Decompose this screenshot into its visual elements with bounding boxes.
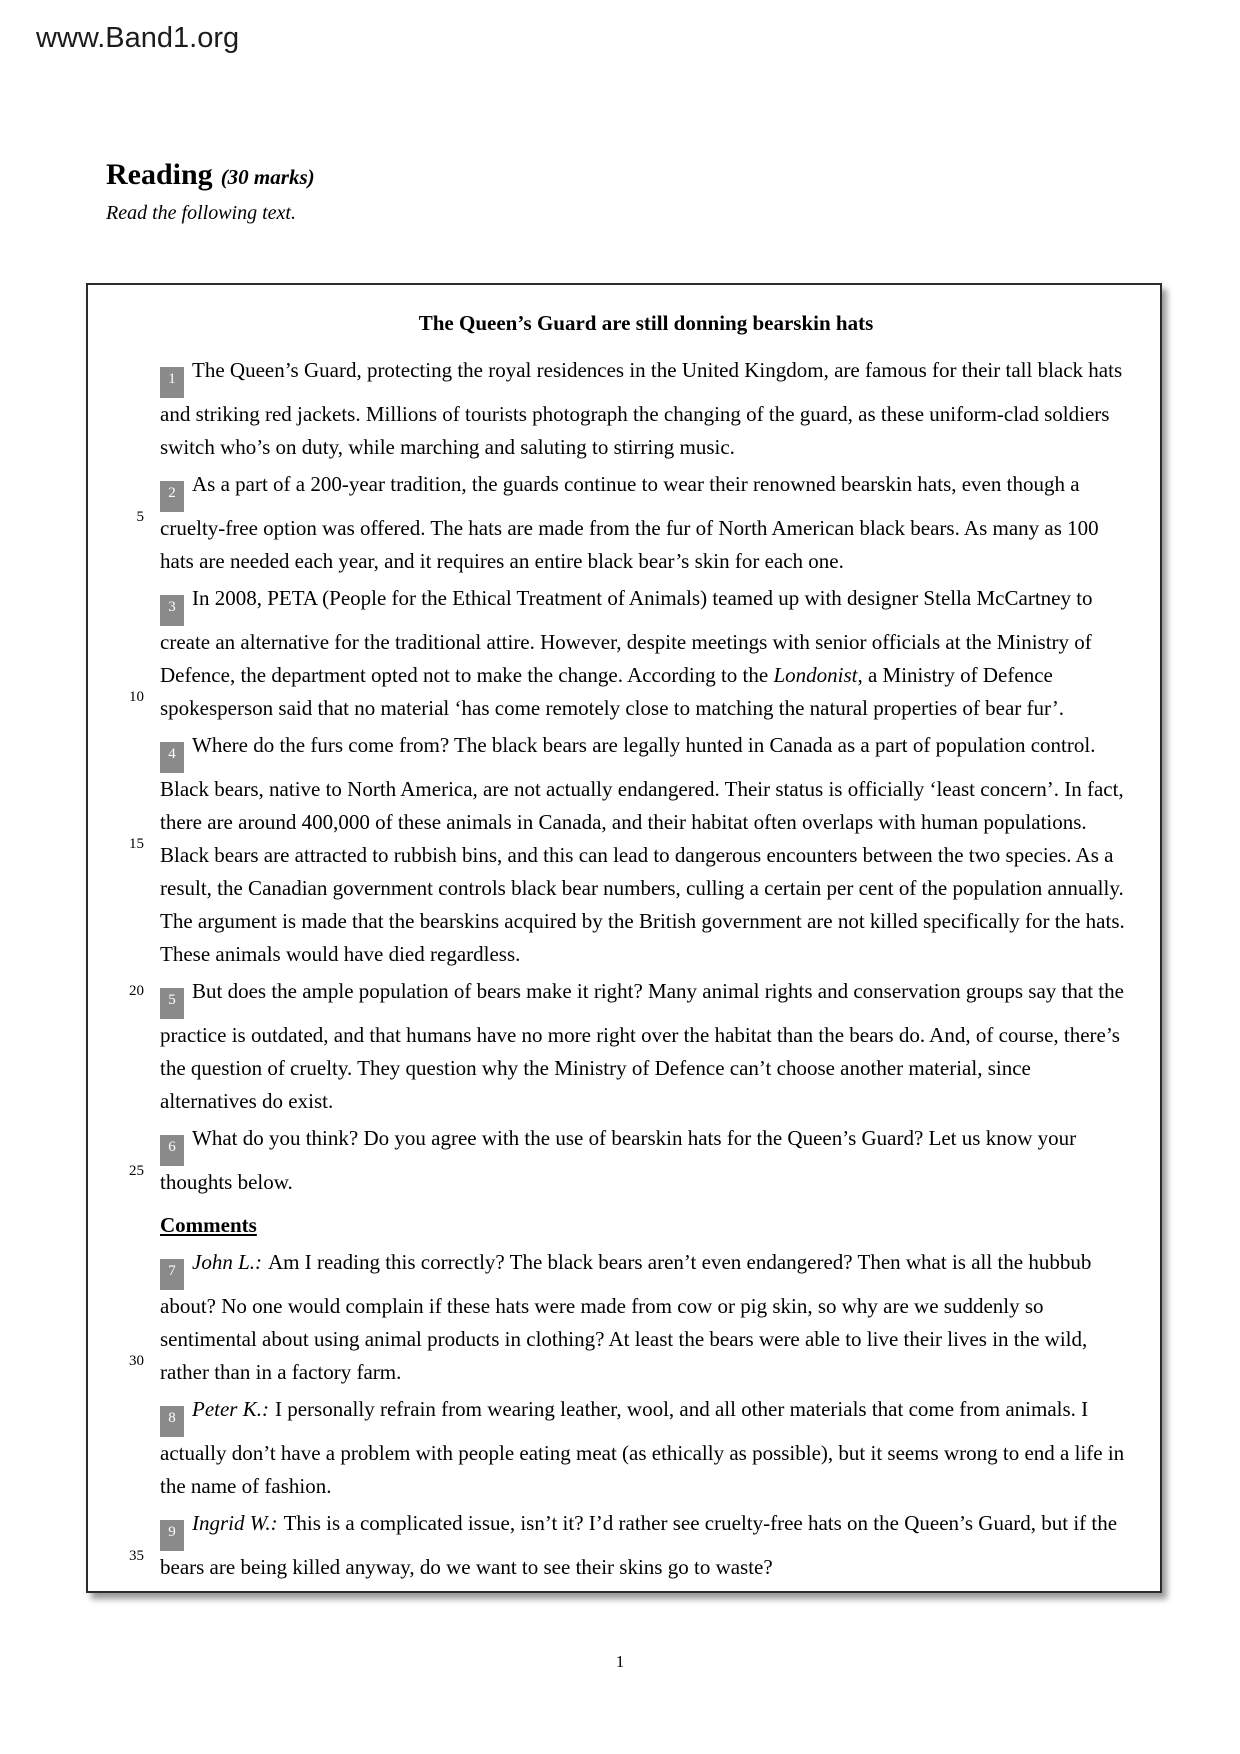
paragraph-text: In 2008, PETA (People for the Ethical Treatment of Animals) teamed up with designer Stella McCartney to create an alternative for the traditional attire. However, despite meetings with senior officials at the Ministry of Defence, the department opted not to make the change. According to the xyxy=(160,586,1093,687)
comment-author: Ingrid W.: xyxy=(192,1511,278,1535)
margin-line-number: 15 xyxy=(129,836,144,852)
watermark-text: www.Band1.org xyxy=(36,22,240,54)
section-heading xyxy=(106,158,315,192)
paragraph-number-badge: 3 xyxy=(160,595,184,626)
article-paragraph xyxy=(136,468,1132,578)
comment xyxy=(129,1507,1132,1584)
paragraph-text: The Queen’s Guard, protecting the royal residences in the United Kingdom, are famous for their tall black hats and striking red jackets. Millions of tourists photograph the changing of the guard, as these uniform-clad soldiers switch who’s on duty, while marching and saluting to stirring music. xyxy=(160,358,1123,459)
reading-text-box xyxy=(86,283,1162,1593)
paragraph-text: Where do the furs come from? The black bears are legally hunted in Canada as a part of population control. Black bears, native to North America, are not actually endangered. Their status is officially ‘least concern’. In fact, there are around 400,000 of these animals in Canada, and their habitat often overlaps with human populations. Black bears are attracted to rubbish bins, and this can lead to dangerous encounters between the two species. As a result, the Canadian government controls black bear numbers, culling a certain per cent of the population annually. The argument is made that the bearskins acquired by the British government are not killed specifically for the hats. These animals would have died regardless. xyxy=(160,733,1125,966)
margin-line-number: 10 xyxy=(129,689,144,705)
paragraph-number-badge: 2 xyxy=(160,481,184,512)
paragraph-number-badge: 5 xyxy=(160,988,184,1019)
margin-line-number: 20 xyxy=(129,983,144,999)
italic-publication-name: Londonist xyxy=(773,663,858,687)
instruction-text: Read the following text. xyxy=(106,202,296,224)
margin-line-number: 35 xyxy=(129,1548,144,1564)
article-paragraph xyxy=(129,729,1132,971)
comment-text: I personally refrain from wearing leather, wool, and all other materials that come from animals. I actually don’t have a problem with people eating meat (as ethically as possible), but it seems wrong to end a life in the name of fashion. xyxy=(160,1397,1125,1498)
paragraph-text: What do you think? Do you agree with the use of bearskin hats for the Queen’s Guard? Let us know your thoughts below. xyxy=(160,1126,1077,1194)
article-paragraph xyxy=(129,975,1132,1118)
section-marks: (30 marks) xyxy=(220,165,315,189)
paragraph-number-badge: 6 xyxy=(160,1135,184,1166)
comments-heading: Comments xyxy=(160,1213,257,1237)
section-title: Reading xyxy=(106,158,213,191)
article-content xyxy=(88,285,1160,1584)
paragraph-number-badge: 1 xyxy=(160,367,184,398)
paragraph-text: As a part of a 200-year tradition, the guards continue to wear their renowned bearskin hats, even though a cruelty-free option was offered. The hats are made from the fur of North American black bears. As many as 100 hats are needed each year, and it requires an entire black bear’s skin for each one. xyxy=(160,472,1099,573)
margin-line-number: 25 xyxy=(129,1163,144,1179)
comment-author: John L.: xyxy=(192,1250,262,1274)
paragraph-number-badge: 4 xyxy=(160,742,184,773)
paragraph-text: , a Ministry of Defence spokesperson said that no material ‘has come remotely close to matching the natural properties of bear fur’. xyxy=(160,663,1065,720)
article-paragraph xyxy=(129,582,1132,725)
comment xyxy=(129,1246,1132,1389)
paragraph-number-badge: 7 xyxy=(160,1259,184,1290)
page-number: 1 xyxy=(615,1652,625,1671)
article-paragraph xyxy=(129,1122,1132,1199)
margin-line-number: 30 xyxy=(129,1353,144,1369)
comment-text: This is a complicated issue, isn’t it? I’d rather see cruelty-free hats on the Queen’s Guard, but if the bears are being killed anyway, do we want to see their skins go to waste? xyxy=(160,1511,1118,1579)
comment-author: Peter K.: xyxy=(192,1397,269,1421)
comment-text: Am I reading this correctly? The black bears aren’t even endangered? Then what is all the hubbub about? No one would complain if these hats were made from cow or pig skin, so why are we suddenly so sentimental about using animal products in clothing? At least the bears were able to live their lives in the wild, rather than in a factory farm. xyxy=(160,1250,1092,1384)
paragraph-text: But does the ample population of bears make it right? Many animal rights and conservation groups say that the practice is outdated, and that humans have no more right over the habitat than the bears do. And, of course, there’s the question of cruelty. They question why the Ministry of Defence can’t choose another material, since alternatives do exist. xyxy=(160,979,1124,1113)
paragraph-number-badge: 9 xyxy=(160,1520,184,1551)
comment xyxy=(160,1393,1132,1503)
paragraph-number-badge: 8 xyxy=(160,1406,184,1437)
margin-line-number: 5 xyxy=(136,509,144,525)
article-paragraph xyxy=(160,354,1132,464)
article-title: The Queen’s Guard are still donning bearskin hats xyxy=(418,311,874,335)
